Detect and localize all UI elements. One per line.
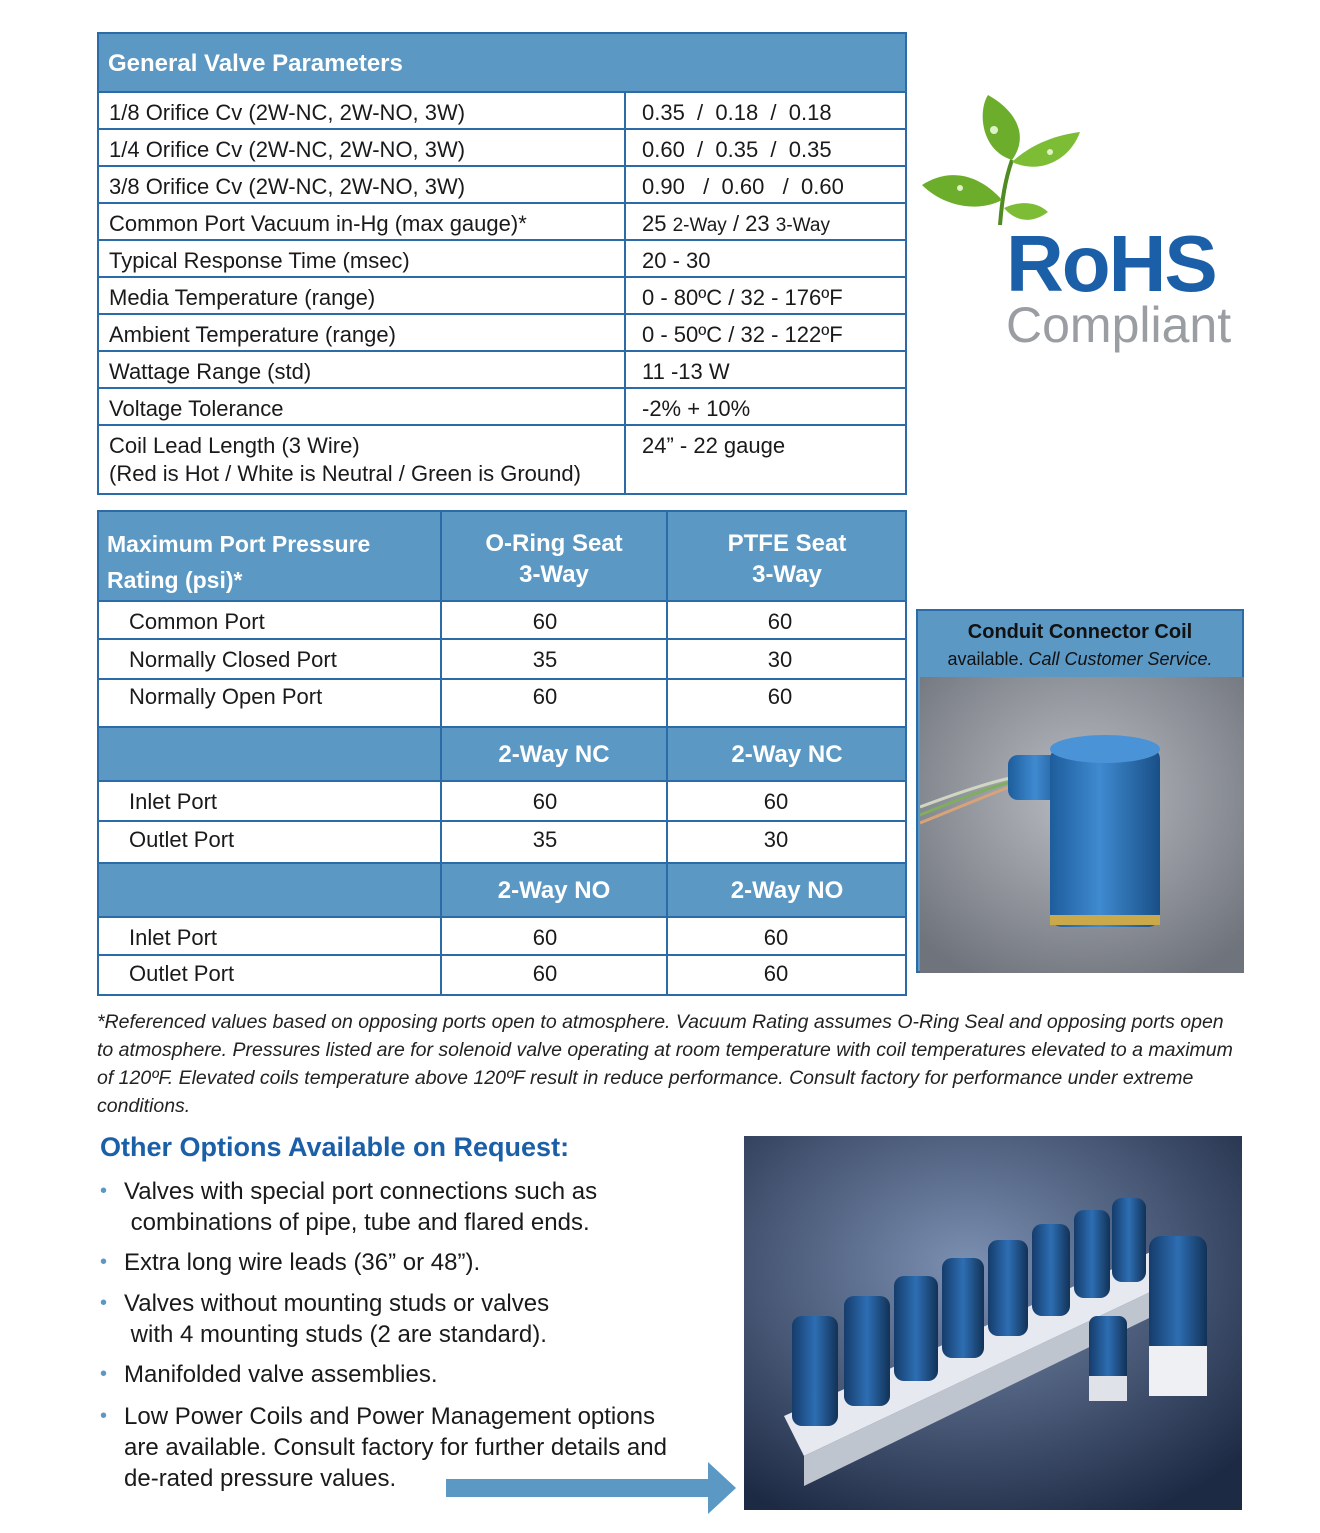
row-value: 0.60 / 0.35 / 0.35 (642, 137, 832, 162)
table-row (99, 387, 905, 424)
row-value: 60 (763, 789, 789, 814)
row-value: 60 (767, 609, 793, 634)
footnote: *Referenced values based on opposing ports open to atmosphere. Vacuum Rating assumes O-Ring Seal and opposing ports open to atmosphere. Pressures listed are for solenoid valve operating at room temperature with coil temperatures elevated to a maximum of 120ºF. Elevated coils temperature above 120ºF result in reduce performance. Consult factory for performance under extreme conditions. (97, 1011, 1233, 1117)
conduit-connector-box (916, 609, 1244, 973)
row-label: Outlet Port (129, 827, 235, 852)
row-label: Common Port Vacuum in-Hg (max gauge)* (109, 211, 527, 236)
row-value: 11 -13 W (642, 359, 730, 384)
pressure-table-title: Maximum Port Pressure Rating (psi)* (107, 531, 371, 593)
no-header: 2-Way NO (497, 877, 611, 904)
row-value: -2% + 10% (642, 396, 751, 421)
table-row (99, 239, 905, 276)
table-row (99, 128, 905, 165)
row-value: 24” - 22 gauge (642, 433, 786, 458)
row-label: Ambient Temperature (range) (109, 322, 396, 347)
rohs-title: RoHS (1006, 219, 1216, 308)
general-valve-parameters-table (97, 32, 907, 495)
table-row (99, 91, 905, 128)
row-value: 0 - 50ºC / 32 - 122ºF (642, 322, 843, 347)
row-label: Normally Open Port (129, 684, 323, 709)
row-label: Coil Lead Length (3 Wire) (Red is Hot / White is Neutral / Green is Ground) (109, 433, 581, 486)
nc-header: 2-Way NC (731, 741, 843, 768)
row-label: Media Temperature (range) (109, 285, 376, 310)
col-header-ptfe: PTFE Seat 3-Way (727, 530, 847, 588)
row-value: 60 (532, 961, 558, 986)
row-value: 60 (532, 609, 558, 634)
row-label: Common Port (129, 609, 265, 634)
row-value: 60 (532, 925, 558, 950)
row-label: Inlet Port (129, 789, 218, 814)
rohs-compliant: Compliant (1006, 297, 1232, 353)
conduit-title: Conduit Connector Coil (967, 621, 1193, 643)
row-value: 30 (763, 827, 789, 852)
row-label: Voltage Tolerance (109, 396, 284, 421)
table-title: General Valve Parameters (99, 34, 905, 91)
row-value: 35 (532, 827, 558, 852)
nc-header: 2-Way NC (498, 741, 610, 768)
table-row (99, 350, 905, 387)
row-value: 60 (532, 684, 558, 709)
manifold-assembly-photo (744, 1136, 1242, 1510)
arrow-right-icon (446, 1462, 736, 1514)
pressure-rating-table (97, 510, 907, 996)
table-row (99, 202, 905, 239)
row-label: Outlet Port (129, 961, 235, 986)
row-label: 3/8 Orifice Cv (2W-NC, 2W-NO, 3W) (109, 174, 466, 199)
row-value: 0 - 80ºC / 32 - 176ºF (642, 285, 843, 310)
rohs-logo (920, 90, 1250, 360)
row-value: 60 (763, 925, 789, 950)
row-value: 0.90 / 0.60 / 0.60 (642, 174, 844, 199)
row-value: 30 (767, 647, 793, 672)
row-label: 1/8 Orifice Cv (2W-NC, 2W-NO, 3W) (109, 100, 466, 125)
row-value: 60 (763, 961, 789, 986)
row-value: 20 - 30 (642, 248, 711, 273)
row-label: Normally Closed Port (129, 647, 337, 672)
row-value: 35 (532, 647, 558, 672)
row-value: 60 (532, 789, 558, 814)
row-label: 1/4 Orifice Cv (2W-NC, 2W-NO, 3W) (109, 137, 466, 162)
row-value: 0.35 / 0.18 / 0.18 (642, 100, 832, 125)
options-title: Other Options Available on Request: (100, 1132, 570, 1162)
table-row (99, 424, 905, 495)
row-value: 60 (767, 684, 793, 709)
table-row (99, 313, 905, 350)
table-row (99, 276, 905, 313)
row-label: Wattage Range (std) (109, 359, 312, 384)
row-value: 25 2-Way / 23 3-Way (642, 211, 830, 236)
no-header: 2-Way NO (730, 877, 844, 904)
row-label: Inlet Port (129, 925, 218, 950)
table-row (99, 165, 905, 202)
conduit-subtitle: available. Call Customer Service. (947, 649, 1213, 669)
coil-photo (920, 677, 1244, 973)
row-label: Typical Response Time (msec) (109, 248, 410, 273)
col-header-oring: O-Ring Seat 3-Way (485, 530, 623, 588)
